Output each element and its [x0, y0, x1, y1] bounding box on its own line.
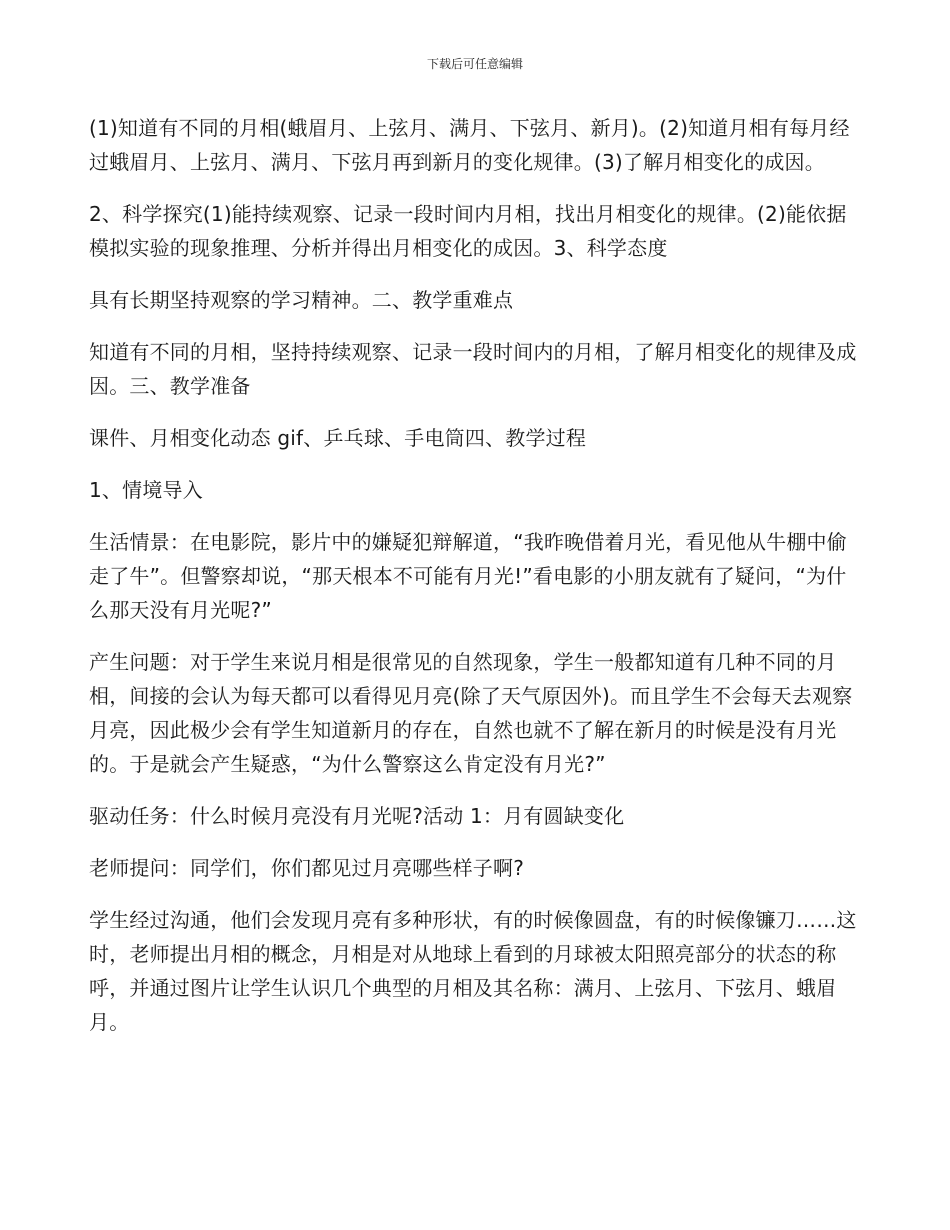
paragraph-problem: 产生问题：对于学生来说月相是很常见的自然现象，学生一般都知道有几种不同的月相，间接的会认为每天都可以看得见月亮(除了天气原因外)。而且学生不会每天去观察月亮，因此极少会有学生知道新月的存在，自然也就不了解在新月的时候是没有月光的。于是就会产生疑惑，“为什么警察这么肯定没有月光?”	[89, 650, 853, 776]
paragraph-preparation: 课件、月相变化动态 gif、乒乓球、手电筒四、教学过程	[89, 426, 587, 450]
document-body	[89, 111, 861, 1057]
paragraph-life-scenario: 生活情景：在电影院，影片中的嫌疑犯辩解道，“我昨晚借着月光，看见他从牛棚中偷走了牛”。但警察却说，“那天根本不可能有月光!”看电影的小朋友就有了疑问，“为什么那天没有月光呢?”	[89, 530, 847, 622]
page-header: 下载后可任意编辑	[426, 57, 523, 71]
paragraph-objectives-knowledge: (1)知道有不同的月相(蛾眉月、上弦月、满月、下弦月、新月)。(2)知道月相有每月经过蛾眉月、上弦月、满月、下弦月再到新月的变化规律。(3)了解月相变化的成因。	[89, 116, 850, 174]
paragraph-key-points: 知道有不同的月相，坚持持续观察、记录一段时间内的月相，了解月相变化的规律及成因。三、教学准备	[89, 340, 857, 398]
paragraph-driving-task: 驱动任务：什么时候月亮没有月光呢?活动 1：月有圆缺变化	[89, 804, 625, 828]
paragraph-student-discussion: 学生经过沟通，他们会发现月亮有多种形状，有的时候像圆盘，有的时候像镰刀……这时，老师提出月相的概念，月相是对从地球上看到的月球被太阳照亮部分的状态的称呼，并通过图片让学生认识几个典型的月相及其名称：满月、上弦月、下弦月、蛾眉月。	[89, 908, 857, 1034]
paragraph-section-intro: 1、情境导入	[89, 478, 203, 502]
paragraph-attitude: 具有长期坚持观察的学习精神。二、教学重难点	[89, 288, 514, 312]
paragraph-science-inquiry: 2、科学探究(1)能持续观察、记录一段时间内月相，找出月相变化的规律。(2)能依据模拟实验的现象推理、分析并得出月相变化的成因。3、科学态度	[89, 202, 847, 260]
paragraph-teacher-question: 老师提问：同学们，你们都见过月亮哪些样子啊?	[89, 856, 525, 880]
